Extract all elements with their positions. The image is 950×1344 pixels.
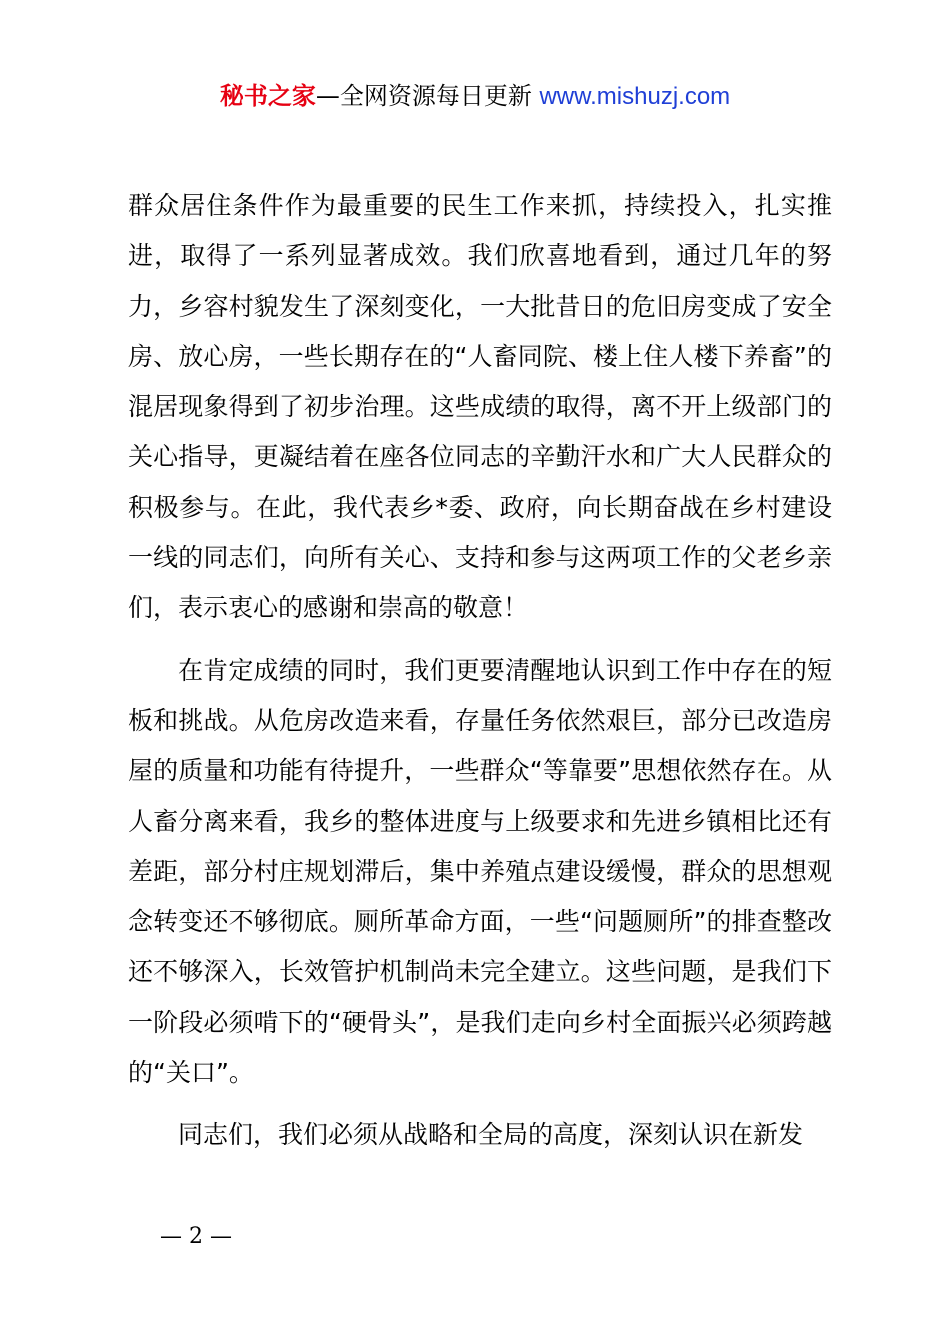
site-tagline: —全网资源每日更新 <box>315 82 540 110</box>
document-body <box>128 181 832 1173</box>
paragraph-3: 同志们，我们必须从战略和全局的高度，深刻认识在新发 <box>178 1120 804 1150</box>
paragraph-2: 在肯定成绩的同时，我们更要清醒地认识到工作中存在的短板和挑战。从危房改造来看，存量任务依然艰巨，部分已改造房屋的质量和功能有待提升，一些群众“等靠要”思想依然存在。从人畜分离来看，我乡的整体进度与上级要求和先进乡镇相比还有差距，部分村庄规划滞后，集中养殖点建设缓慢，群众的思想观念转变还不够彻底。厕所革命方面，一些“问题厕所”的排查整改还不够深入，长效管护机制尚未完全建立。这些问题，是我们下一阶段必须啃下的“硬骨头”，是我们走向乡村全面振兴必须跨越的“关口”。 <box>128 655 832 1088</box>
paragraph-1: 群众居住条件作为最重要的民生工作来抓，持续投入，扎实推进，取得了一系列显著成效。我们欣喜地看到，通过几年的努力，乡容村貌发生了深刻变化，一大批昔日的危旧房变成了安全房、放心房，一些长期存在的“人畜同院、楼上住人楼下养畜”的混居现象得到了初步治理。这些成绩的取得，离不开上级部门的关心指导，更凝结着在座各位同志的辛勤汗水和广大人民群众的积极参与。在此，我代表乡*委、政府，向长期奋战在乡村建设一线的同志们，向所有关心、支持和参与这两项工作的父老乡亲们，表示衷心的感谢和崇高的敬意！ <box>128 191 832 623</box>
page-header <box>0 80 950 113</box>
page-number: — 2 — <box>160 1224 232 1249</box>
site-url-link[interactable]: www.mishuzj.com <box>539 83 731 110</box>
site-brand: 秘书之家 <box>219 82 316 110</box>
